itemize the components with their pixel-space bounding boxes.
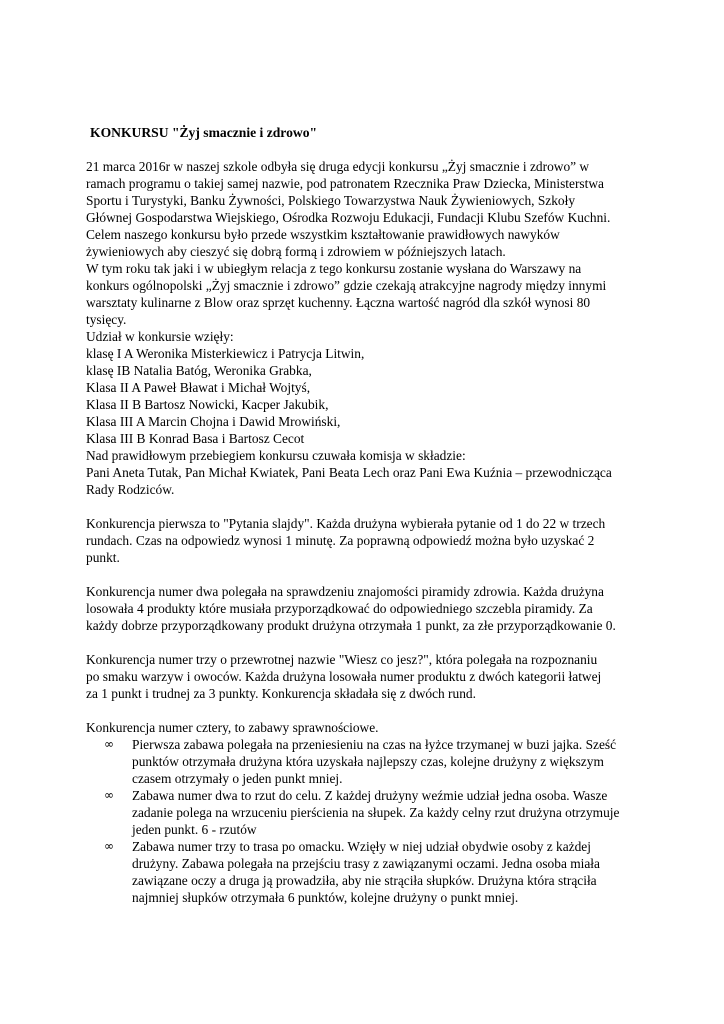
- competition-3-paragraph: [86, 651, 662, 702]
- text-line: klasę I A Weronika Misterkiewicz i Patrycja Litwin,: [86, 346, 365, 361]
- text-line: Nad prawidłowym przebiegiem konkursu czuwała komisja w składzie:: [86, 448, 466, 463]
- text-line: Zabawa numer trzy to trasa po omacku. Wzięły w niej udział obydwie osoby z każdej: [132, 839, 591, 854]
- competition-1-paragraph: [86, 515, 662, 566]
- text-line: Zabawa numer dwa to rzut do celu. Z każdej drużyny weźmie udział jedna osoba. Wasze: [132, 788, 608, 803]
- text-line: drużyny. Zabawa polegała na przejściu trasy z zawiązanymi oczami. Jedna osoba miała: [132, 856, 600, 871]
- text-line: Konkurencja numer trzy o przewrotnej nazwie "Wiesz co jesz?", która polegała na rozpoznaniu: [86, 652, 598, 667]
- text-line: Pierwsza zabawa polegała na przeniesieniu na czas na łyżce trzymanej w buzi jajka. Sześć: [132, 737, 617, 752]
- paragraph-gap: [86, 566, 662, 583]
- text-line: jeden punkt. 6 - rzutów: [132, 822, 257, 837]
- text-line: czasem otrzymały o jeden punkt mniej.: [132, 771, 343, 786]
- text-line: ramach programu o takiej samej nazwie, pod patronatem Rzecznika Praw Dziecka, Ministerstwa: [86, 176, 604, 191]
- paragraph-gap: [86, 702, 662, 719]
- text-line: Udział w konkursie wzięły:: [86, 329, 234, 344]
- competition-4-section: [86, 719, 662, 906]
- text-line: punkt.: [86, 550, 120, 565]
- text-line: klasę IB Natalia Batóg, Weronika Grabka,: [86, 363, 312, 378]
- text-line: Klasa III A Marcin Chojna i Dawid Mrowiński,: [86, 414, 341, 429]
- paragraph-gap: [86, 498, 662, 515]
- text-line: Klasa II A Paweł Bławat i Michał Wojtyś,: [86, 380, 311, 395]
- text-line: Pani Aneta Tutak, Pan Michał Kwiatek, Pani Beata Lech oraz Pani Ewa Kuźnia – przewodnicząca: [86, 465, 612, 480]
- paragraph-gap: [86, 634, 662, 651]
- text-line: za 1 punkt i trudnej za 3 punkty. Konkurencja składała się z dwóch rund.: [86, 686, 476, 701]
- text-line: zadanie polega na wrzuceniu pierścienia na słupek. Za każdy celny rzut drużyna otrzymuje: [132, 805, 620, 820]
- text-line: konkurs ogólnopolski „Żyj smacznie i zdrowo” gdzie czekają atrakcyjne nagrody między innymi: [86, 278, 607, 293]
- text-line: po smaku warzyw i owoców. Każda drużyna losowała numer produktu z dwóch kategorii łatwej: [86, 669, 602, 684]
- text-line: punktów otrzymała drużyna która uzyskała najlepszy czas, kolejne drużyny z większym: [132, 754, 604, 769]
- text-line: warsztaty kulinarne z Blow oraz sprzęt kuchenny. Łączna wartość nagród dla szkół wynosi 80: [86, 295, 591, 310]
- text-line: żywieniowych aby cieszyć się dobrą formą i zdrowiem w późniejszych latach.: [86, 244, 506, 259]
- infinity-bullet-icon: ∞: [104, 788, 114, 802]
- text-line: każdy dobrze przyporządkowany produkt drużyna otrzymała 1 punkt, za złe przyporządkowanie 0.: [86, 618, 616, 633]
- text-line: W tym roku tak jaki i w ubiegłym relacja z tego konkursu zostanie wysłana do Warszawy na: [86, 261, 582, 276]
- document-title: KONKURSU "Żyj smacznie i zdrowo": [90, 125, 318, 140]
- text-line: Konkurencja pierwsza to "Pytania slajdy". Każda drużyna wybierała pytanie od 1 do 22 w trzech: [86, 516, 606, 531]
- list-item: [86, 838, 662, 906]
- text-line: 21 marca 2016r w naszej szkole odbyła się druga edycji konkursu „Żyj smacznie i zdrowo” w: [86, 159, 590, 174]
- intro-paragraph: [86, 158, 662, 498]
- text-line: tysięcy.: [86, 312, 127, 327]
- text-line: losowała 4 produkty które musiała przyporządkować do odpowiedniego szczebla piramidy. Za: [86, 601, 593, 616]
- document-page: [86, 124, 662, 906]
- list-item: [86, 736, 662, 787]
- text-line: Głównej Gospodarstwa Wiejskiego, Ośrodka Rozwoju Edukacji, Fundacji Klubu Szefów Kuchni.: [86, 210, 611, 225]
- games-list: [86, 736, 662, 906]
- infinity-bullet-icon: ∞: [104, 839, 114, 853]
- text-line: Klasa II B Bartosz Nowicki, Kacper Jakubik,: [86, 397, 329, 412]
- competition-2-paragraph: [86, 583, 662, 634]
- infinity-bullet-icon: ∞: [104, 737, 114, 751]
- text-line: zawiązane oczy a druga ją prowadziła, aby nie strąciła słupków. Drużyna która strąciła: [132, 873, 597, 888]
- text-line: Sportu i Turystyki, Banku Żywności, Polskiego Towarzystwa Nauk Żywieniowych, Szkoły: [86, 193, 576, 208]
- text-line: Konkurencja numer dwa polegała na sprawdzeniu znajomości piramidy zdrowia. Każda drużyna: [86, 584, 604, 599]
- competition-4-heading: Konkurencja numer cztery, to zabawy sprawnościowe.: [86, 720, 379, 735]
- text-line: Rady Rodziców.: [86, 482, 175, 497]
- text-line: Celem naszego konkursu było przede wszystkim kształtowanie prawidłowych nawyków: [86, 227, 560, 242]
- list-item: [86, 787, 662, 838]
- text-line: Klasa III B Konrad Basa i Bartosz Cecot: [86, 431, 305, 446]
- text-line: rundach. Czas na odpowiedz wynosi 1 minutę. Za poprawną odpowiedź można było uzyskać 2: [86, 533, 595, 548]
- text-line: najmniej słupków otrzymała 6 punktów, kolejne drużyny o punkt mniej.: [132, 890, 519, 905]
